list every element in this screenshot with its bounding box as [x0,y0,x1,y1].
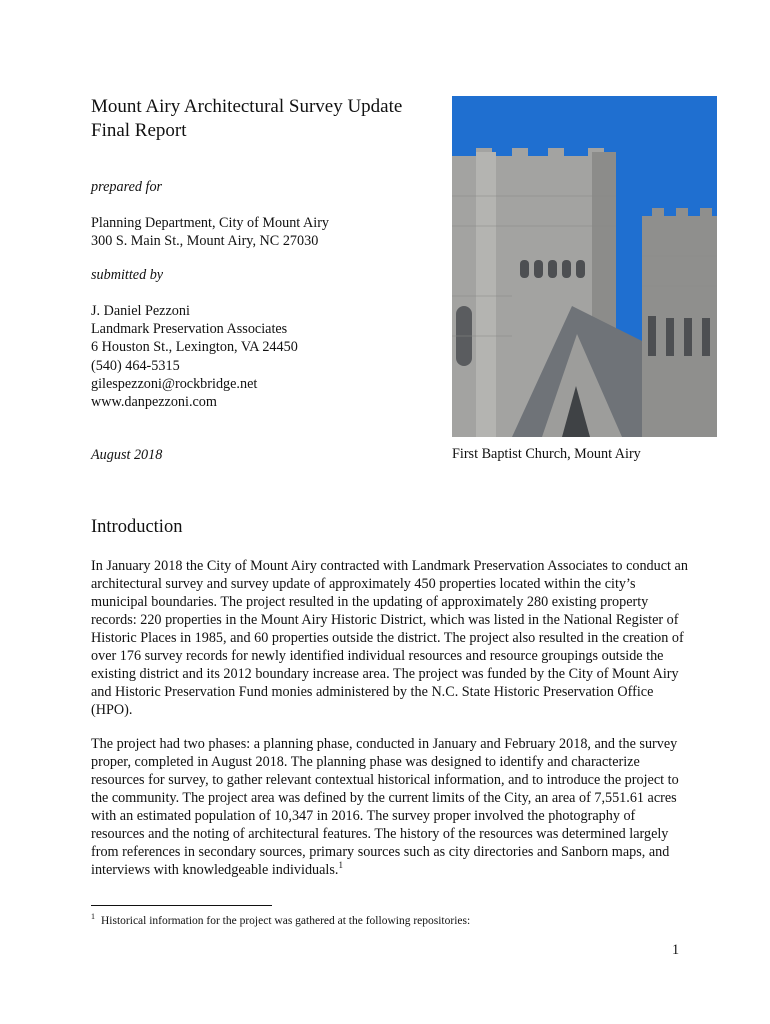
footnote-reference[interactable]: 1 [338,860,343,870]
intro-paragraph-1 [91,557,691,719]
report-title [91,95,402,143]
footnote-text: Historical information for the project was gathered at the following repositories: [101,915,471,927]
photo-caption: First Baptist Church, Mount Airy [452,446,641,462]
section-heading-introduction: Introduction [91,517,183,537]
intro-paragraph-2 [91,735,691,879]
intro-paragraph-2-text: The project had two phases: a planning phase, conducted in January and February 2018, and the survey proper, completed in August 2018. The planning phase was designed to identify and characterize resources for survey, to gather relevant contextual historical information, and to introduce the project to the community. The project area was defined by the current limits of the City, an area of 7,551.61 acres with an estimated population of 10,347 in 2016. The survey proper involved the photography of resources and the noting of architectural features. The history of the resources was determined largely from references in secondary sources, primary sources such as city directories and Sanborn maps, and interviews with knowledgeable individuals. [91,736,679,878]
intro-paragraph-1-text: In January 2018 the City of Mount Airy contracted with Landmark Preservation Associates to conduct an architectural survey and survey update of approximately 450 properties located within the city’s municipal boundaries. The project resulted in the updating of approximately 280 existing property records: 220 properties in the Mount Airy Historic District, which was listed in the National Register of Historic Places in 1985, and 60 properties outside the district. The project also resulted in the creation of over 176 survey records for newly identified individual resources and resource groupings outside the existing district and its 2012 boundary increase area. The project was funded by the City of Mount Airy and Historic Preservation Fund monies administered by the N.C. State Historic Preservation Office (HPO). [91,558,688,718]
report-title-line1: Mount Airy Architectural Survey Update [91,96,403,117]
church-photo [452,96,717,437]
client-address: 300 S. Main St., Mount Airy, NC 27030 [91,233,319,250]
author-block [91,302,298,411]
prepared-for-label: prepared for [91,179,163,195]
submitted-by-label: submitted by [91,267,164,283]
author-address: 6 Houston St., Lexington, VA 24450 [91,339,298,356]
report-date: August 2018 [91,447,163,463]
page-number: 1 [672,942,680,958]
author-name: J. Daniel Pezzoni [91,303,190,319]
author-firm: Landmark Preservation Associates [91,321,288,338]
church-illustration [452,96,717,437]
author-phone: (540) 464-5315 [91,357,180,374]
author-email[interactable]: gilespezzoni@rockbridge.net [91,375,258,392]
footnote-marker: 1 [91,912,95,921]
client-block [91,214,329,250]
footnote-divider [91,905,272,906]
client-name: Planning Department, City of Mount Airy [91,215,330,231]
footnote [91,914,470,928]
report-title-line2: Final Report [91,120,187,141]
author-website[interactable]: www.danpezzoni.com [91,394,217,411]
